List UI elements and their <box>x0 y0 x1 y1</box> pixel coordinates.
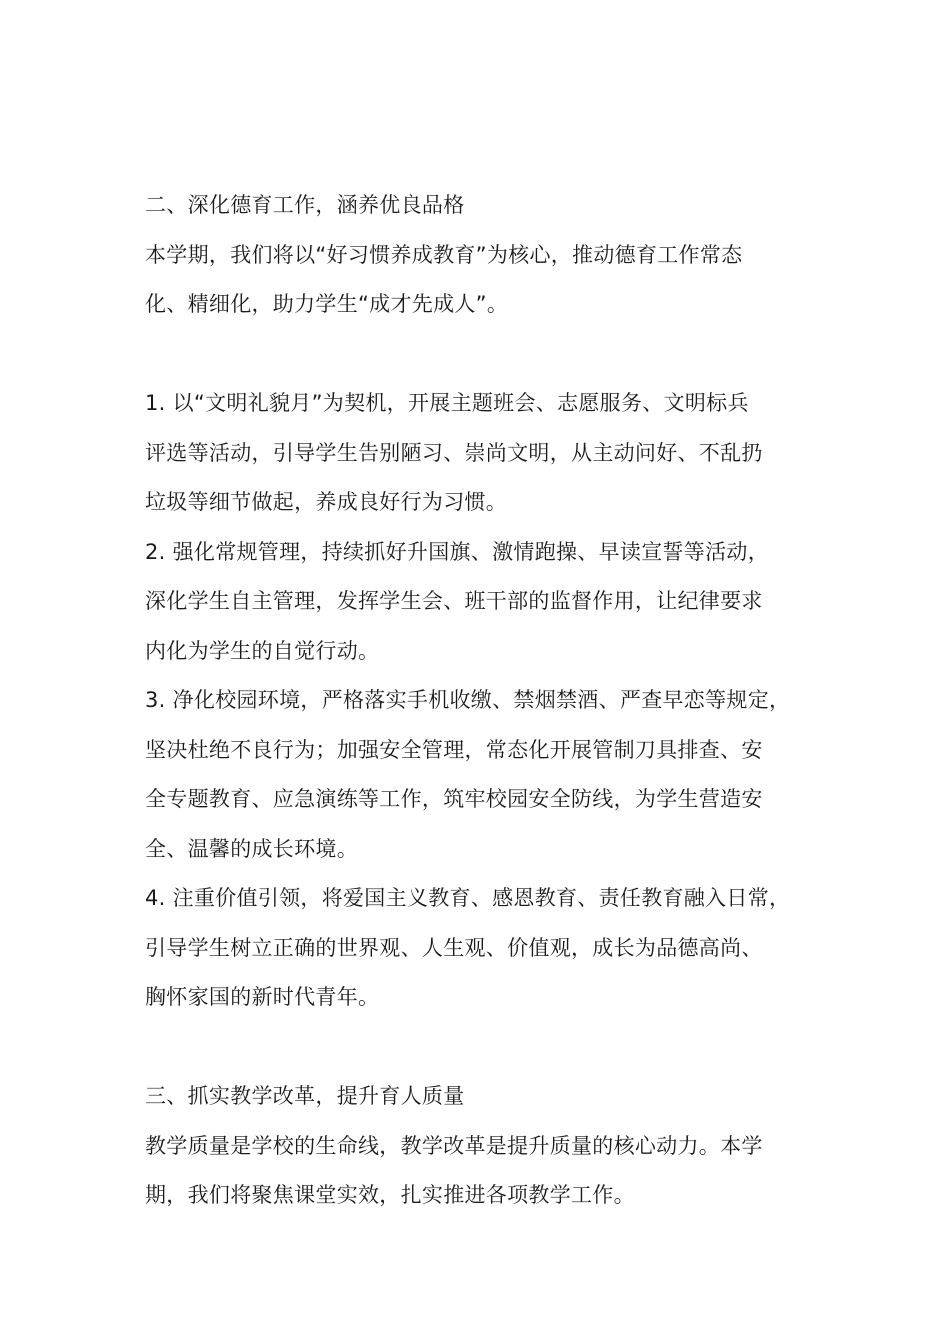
paragraph-line: 引导学生树立正确的世界观、人生观、价值观，成长为品德高尚、 <box>145 935 763 960</box>
paragraph-line: 4. 注重价值引领，将爱国主义教育、感恩教育、责任教育融入日常， <box>145 886 791 910</box>
section-intro <box>145 231 835 330</box>
document-body <box>145 181 835 1221</box>
section-3 <box>145 1072 835 1221</box>
blank-line <box>145 330 835 380</box>
paragraph-line: 2. 强化常规管理，持续抓好升国旗、激情跑操、早读宣誓等活动， <box>145 539 770 564</box>
paragraph-line: 坚决杜绝不良行为；加强安全管理，常态化开展管制刀具排查、安 <box>145 737 763 762</box>
paragraph-line: 期，我们将聚焦课堂实效，扎实推进各项教学工作。 <box>145 1183 635 1207</box>
paragraph-line: 全、温馨的成长环境。 <box>145 836 358 861</box>
paragraph-line: 全专题教育、应急演练等工作，筑牢校园安全防线，为学生营造安 <box>145 787 763 811</box>
section-intro <box>145 1122 835 1221</box>
section-2 <box>145 181 835 330</box>
paragraph-line: 3. 净化校园环境，严格落实手机收缴、禁烟禁酒、严查早恋等规定， <box>145 688 791 712</box>
paragraph-line: 教学质量是学校的生命线，教学改革是提升质量的核心动力。本学 <box>145 1133 763 1158</box>
paragraph-line: 胸怀家国的新时代青年。 <box>145 985 380 1009</box>
numbered-item-1 <box>145 379 835 528</box>
blank-line <box>145 1023 835 1073</box>
numbered-item-2 <box>145 528 835 677</box>
paragraph-line: 深化学生自主管理，发挥学生会、班干部的监督作用，让纪律要求 <box>145 589 763 613</box>
paragraph-line: 垃圾等细节做起，养成良好行为习惯。 <box>145 490 508 514</box>
paragraph-line: 内化为学生的自觉行动。 <box>145 638 380 663</box>
paragraph-line: 化、精细化，助力学生“成才先成人”。 <box>145 292 509 316</box>
section-heading: 三、抓实教学改革，提升育人质量 <box>145 1084 465 1108</box>
paragraph-line: 本学期，我们将以“好习惯养成教育”为核心，推动德育工作常态 <box>145 242 743 267</box>
paragraph-line: 1. 以“文明礼貌月”为契机，开展主题班会、志愿服务、文明标兵 <box>145 391 749 415</box>
numbered-item-3 <box>145 676 835 874</box>
section-heading: 二、深化德育工作，涵养优良品格 <box>145 193 465 217</box>
paragraph-line: 评选等活动，引导学生告别陋习、崇尚文明，从主动问好、不乱扔 <box>145 440 763 465</box>
numbered-item-4 <box>145 874 835 1023</box>
